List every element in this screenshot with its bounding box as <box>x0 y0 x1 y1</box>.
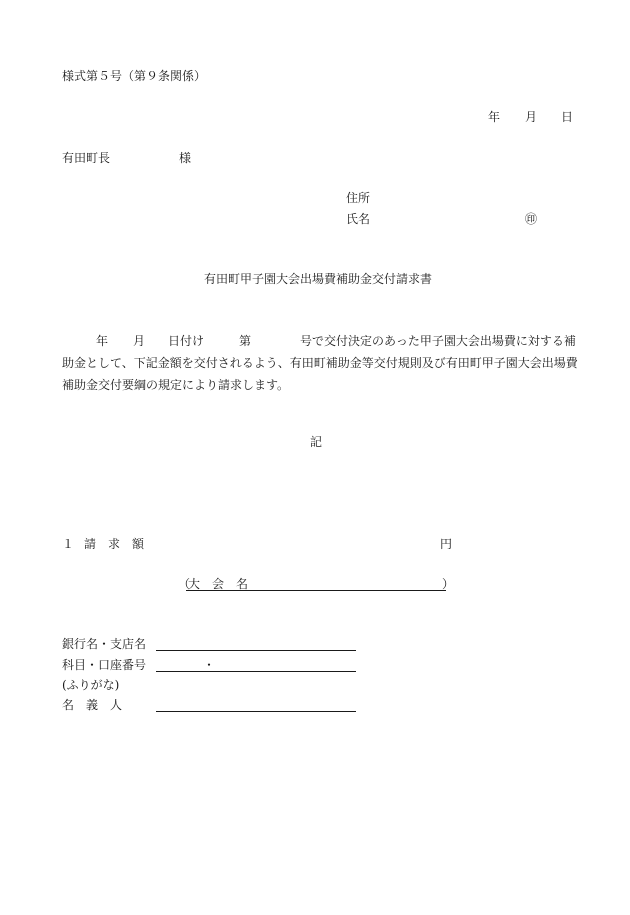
request-amount-label: 請 求 額 <box>84 537 145 551</box>
account-separator: ・ <box>203 658 216 672</box>
date-month-label: 月 <box>525 110 538 124</box>
item-number: １ <box>62 537 75 551</box>
document-title: 有田町甲子園大会出場費補助金交付請求書 <box>204 272 433 286</box>
date-year-label: 年 <box>488 110 501 124</box>
tournament-label: 大 会 名 <box>188 577 249 591</box>
addressee-honorific: 様 <box>179 151 192 165</box>
account-underline <box>156 671 356 672</box>
ki-heading: 記 <box>310 435 323 449</box>
tournament-close-paren: ） <box>442 577 455 591</box>
body-line2: 助金として、下記金額を交付されるよう、有田町補助金等交付規則及び有田町甲子園大会出場費 <box>62 356 578 370</box>
body-line3: 補助金交付要綱の規定により請求します。 <box>62 378 290 392</box>
seal-mark: ㊞ <box>525 212 538 226</box>
addressee-name: 有田町長 <box>62 151 111 165</box>
account-holder-underline <box>156 711 356 712</box>
body-dai: 第 <box>239 334 252 348</box>
furigana-label: (ふりがな) <box>62 678 120 692</box>
address-label: 住所 <box>346 191 371 205</box>
body-line1-rest: 号で交付決定のあった甲子園大会出場費に対する補 <box>300 334 576 348</box>
tournament-open-paren: （ <box>178 577 191 591</box>
name-label: 氏名 <box>346 212 371 226</box>
bank-branch-underline <box>156 650 356 651</box>
tournament-underline <box>186 590 446 591</box>
bank-branch-label: 銀行名・支店名 <box>62 637 147 651</box>
body-year: 年 <box>96 334 109 348</box>
body-month: 月 <box>133 334 146 348</box>
body-day: 日付け <box>168 334 205 348</box>
date-day-label: 日 <box>561 110 574 124</box>
yen-unit: 円 <box>440 537 453 551</box>
form-number: 様式第５号（第９条関係） <box>62 69 207 83</box>
account-holder-label: 名 義 人 <box>62 698 123 712</box>
account-label: 科目・口座番号 <box>62 658 147 672</box>
